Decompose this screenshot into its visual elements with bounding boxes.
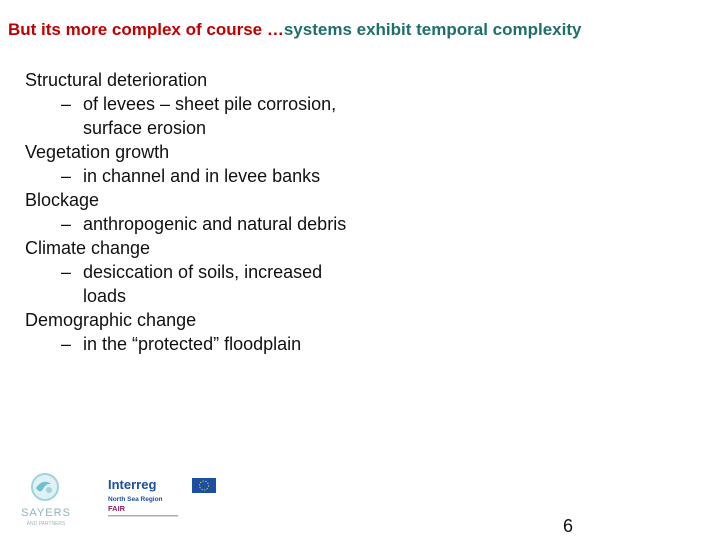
dash-marker: – xyxy=(61,94,72,114)
sub-bullet-text: desiccation of soils, increased loads xyxy=(83,262,323,306)
interreg-logo xyxy=(106,476,218,520)
dash-marker: – xyxy=(61,262,72,282)
bullet-item-label: Demographic change xyxy=(25,310,197,330)
bullet-item-label: Vegetation growth xyxy=(25,142,170,162)
sub-bullet-text: in channel and in levee banks xyxy=(83,166,321,186)
sub-bullet-item xyxy=(61,212,363,236)
slide-title xyxy=(8,20,581,40)
sayers-logo-subtext: AND PARTNERS xyxy=(26,521,66,527)
interreg-logo-name: Interreg xyxy=(108,477,157,492)
page-number: 6 xyxy=(563,516,574,536)
dash-marker: – xyxy=(61,166,72,186)
sub-bullet-item xyxy=(61,260,363,308)
title-part-teal: systems exhibit temporal complexity xyxy=(283,20,582,39)
sub-bullet-text: anthropogenic and natural debris xyxy=(83,214,347,234)
dash-marker: – xyxy=(61,334,72,354)
interreg-logo-region: North Sea Region xyxy=(108,496,163,503)
bullet-item-label: Climate change xyxy=(25,238,151,258)
bullet-item-label: Structural deterioration xyxy=(25,70,208,90)
sub-bullet-item xyxy=(61,332,363,356)
eu-flag-icon xyxy=(192,478,216,493)
dash-marker: – xyxy=(61,214,72,234)
sub-bullet-item xyxy=(61,164,363,188)
sayers-logo xyxy=(16,470,76,528)
bullet-item-label: Blockage xyxy=(25,190,100,210)
interreg-logo-project: FAIR xyxy=(108,504,126,513)
sub-bullet-text: of levees – sheet pile corrosion, surface erosion xyxy=(83,94,337,138)
sub-bullet-text: in the “protected” floodplain xyxy=(83,334,302,354)
bullet-list xyxy=(25,68,363,356)
sub-bullet-item xyxy=(61,92,363,140)
sayers-logo-text: SAYERS xyxy=(21,507,71,519)
title-part-red: But its more complex of course … xyxy=(8,20,284,39)
